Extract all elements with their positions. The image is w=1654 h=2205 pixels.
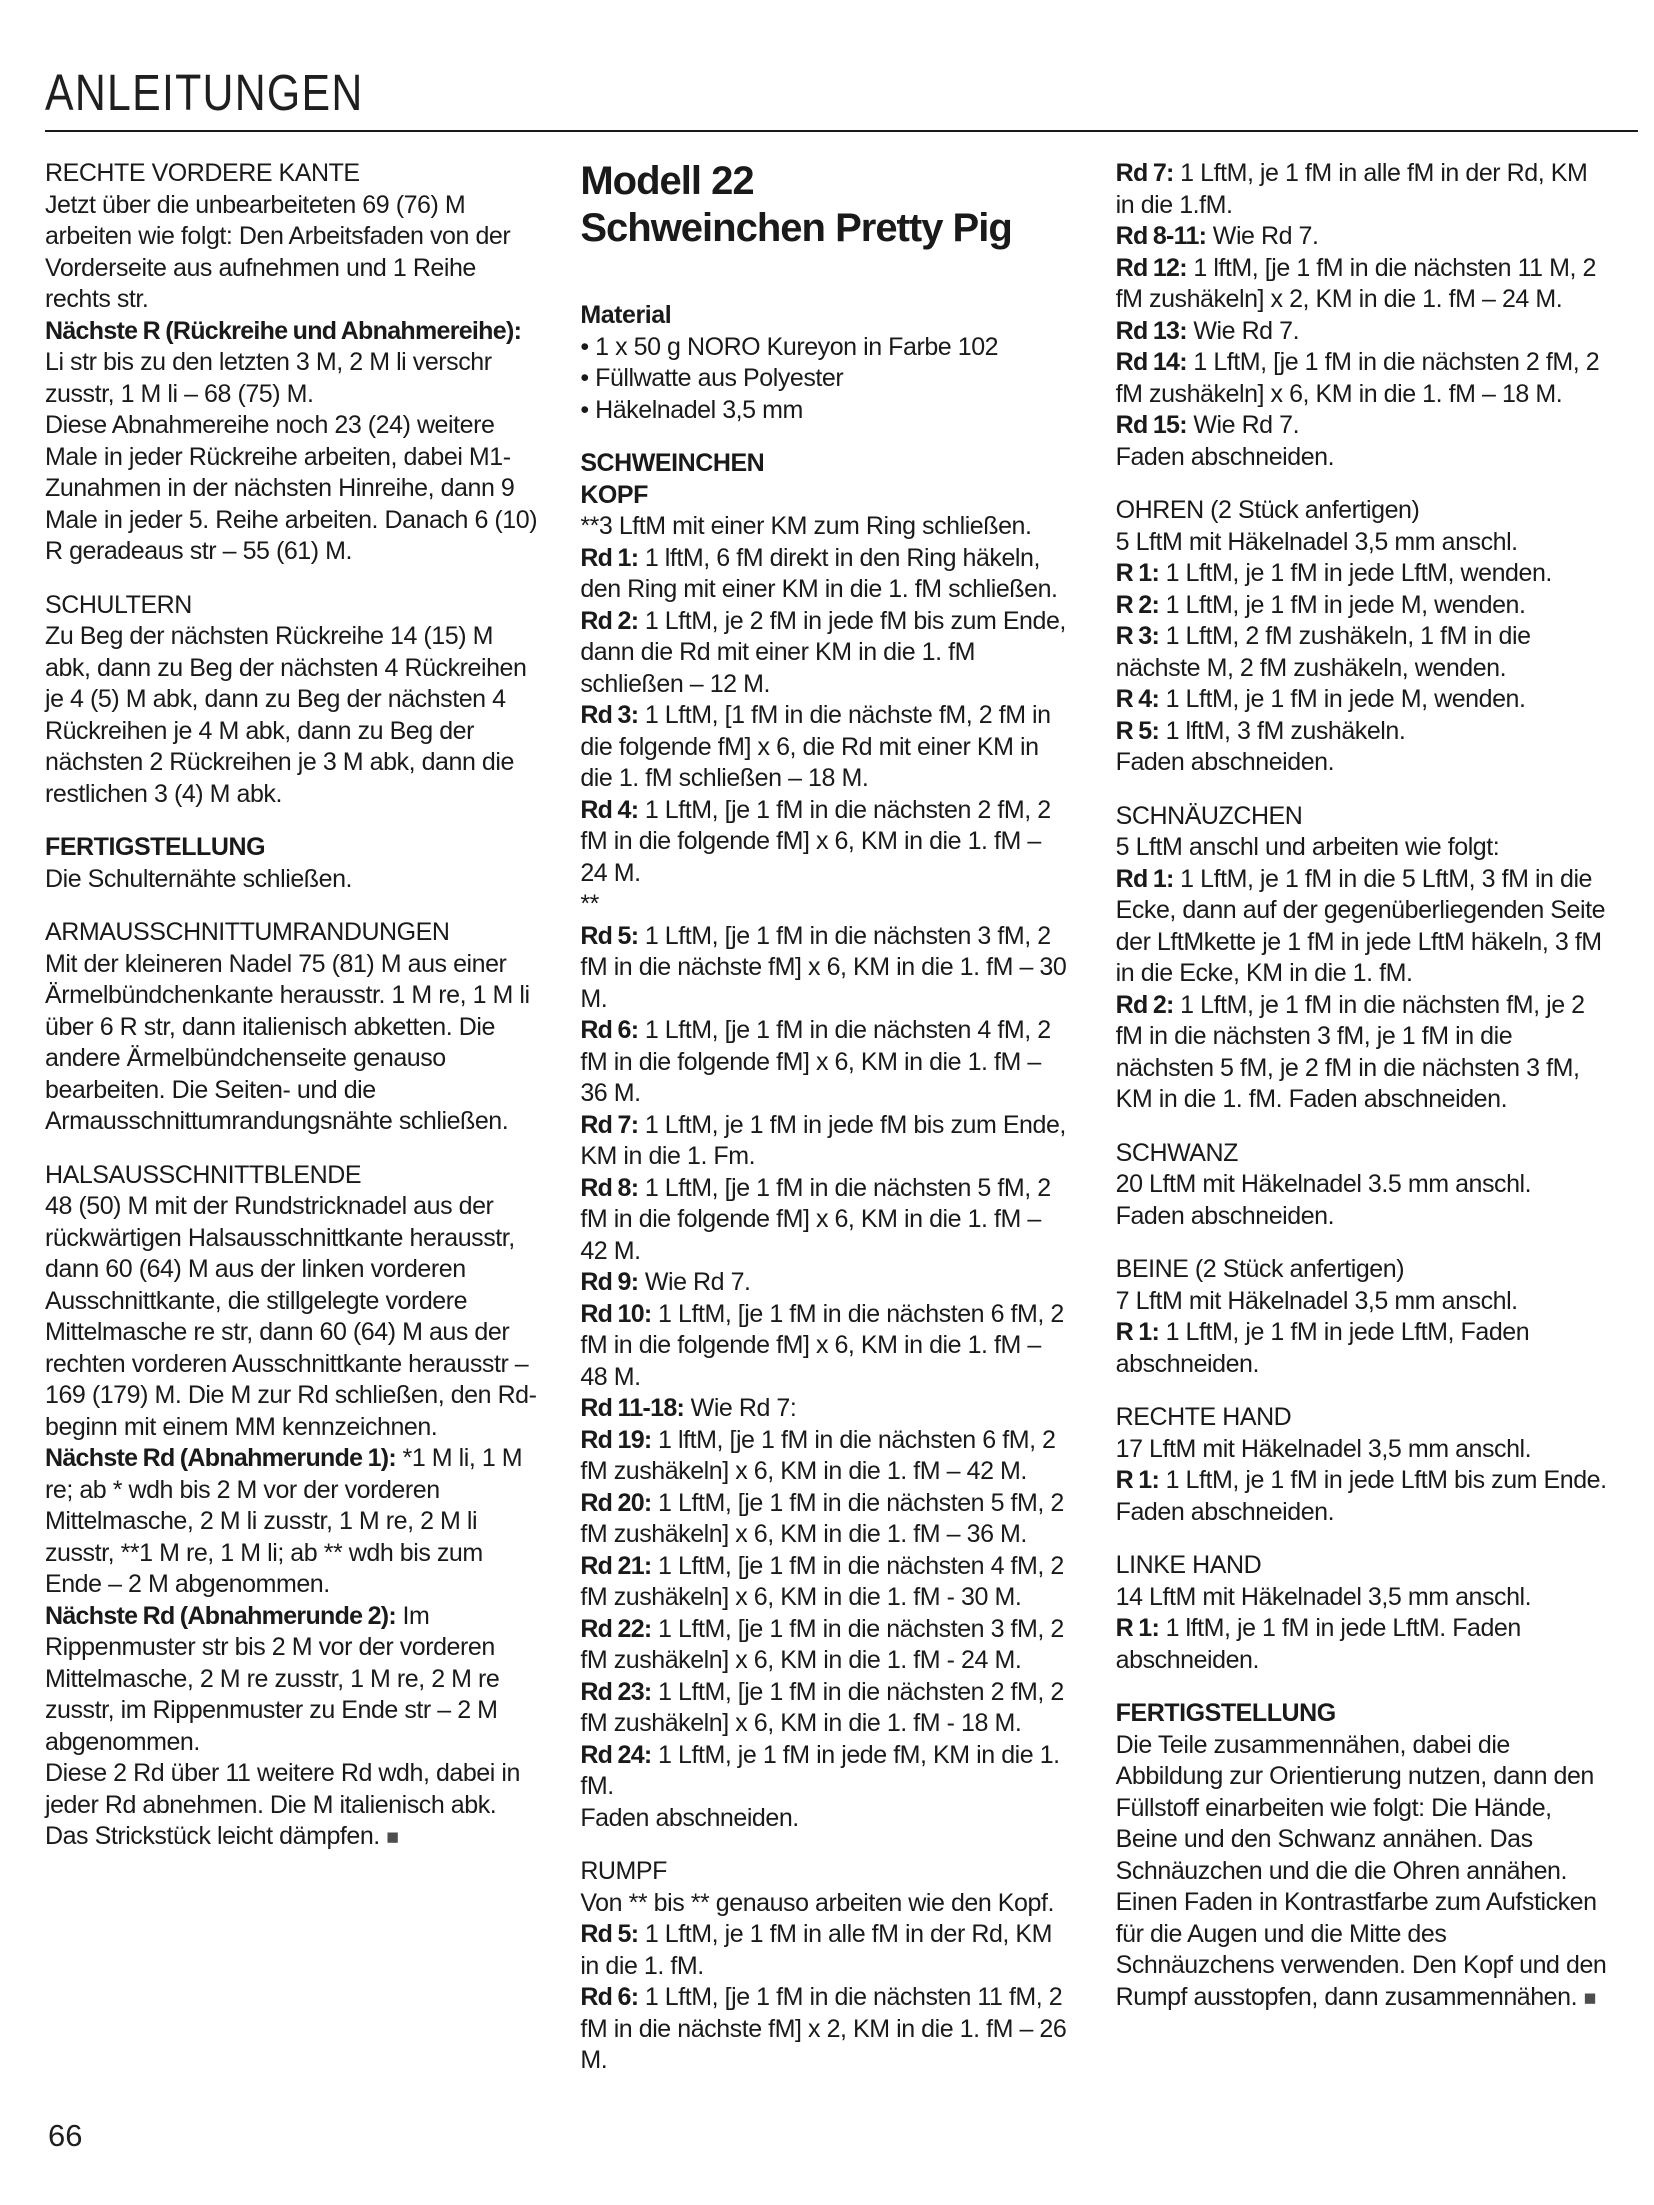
bold-run: Rd 6: xyxy=(580,1983,639,2011)
text-run: Im Rippenmuster str bis 2 M vor der vorderen Mittelmasche, 2 M re zusstr, 1 M re, 2 M re zusstr, im Rippenmuster zu Ende str – 2 M abgenommen. xyxy=(45,1601,500,1756)
text-run: 1 LftM, je 2 fM in jede fM bis zum Ende, dann die Rd mit einer KM in die 1. fM schließen – 12 M. xyxy=(580,606,1066,698)
text-run: 1 LftM, [je 1 fM in die nächsten 2 fM, 2 fM in die folgende fM] x 6, KM in die 1. fM – 24 M. xyxy=(580,795,1051,887)
paragraph xyxy=(580,1888,1073,1920)
paragraph xyxy=(45,190,538,316)
paragraph xyxy=(580,1740,1073,1803)
paragraph xyxy=(1116,1730,1609,2015)
text-run: Faden abschneiden. xyxy=(580,1803,799,1832)
text-run: 1 LftM, je 1 fM in jede LftM bis zum Ende. xyxy=(1159,1466,1607,1494)
paragraph xyxy=(580,1393,1073,1425)
paragraph xyxy=(580,889,1073,921)
text-run: 17 LftM mit Häkelnadel 3,5 mm anschl. xyxy=(1115,1434,1532,1463)
paragraph xyxy=(580,700,1073,795)
bold-run: Rd 20: xyxy=(580,1488,652,1517)
section-heading xyxy=(45,1160,538,1192)
section-heading xyxy=(45,158,538,190)
text-run: 5 LftM anschl und arbeiten wie folgt: xyxy=(1115,833,1500,861)
bold-run: R 2: xyxy=(1115,590,1160,619)
bold-run: Rd 22: xyxy=(580,1614,652,1643)
paragraph xyxy=(580,1488,1073,1551)
paragraph xyxy=(1116,1582,1609,1614)
section-heading xyxy=(1116,1138,1609,1170)
bold-run: Rd 15: xyxy=(1115,411,1187,439)
text-run: 1 LftM, 2 fM zushäkeln, 1 fM in die nächste M, 2 fM zushäkeln, wenden. xyxy=(1115,622,1531,682)
text-run: Modell 22 xyxy=(580,159,754,203)
content-columns xyxy=(45,158,1609,2077)
text-run: 1 LftM, je 1 fM in jede fM, KM in die 1. fM. xyxy=(580,1740,1060,1800)
bold-run: Rd 21: xyxy=(580,1551,652,1580)
text-run: **3 LftM mit einer KM zum Ring schließen. xyxy=(580,512,1032,540)
paragraph xyxy=(45,1758,538,1854)
text-run: • 1 x 50 g NORO Kureyon in Farbe 102 xyxy=(580,332,999,361)
column-left xyxy=(45,158,538,2077)
paragraph xyxy=(580,363,1073,395)
text-run: FERTIGSTELLUNG xyxy=(1115,1699,1336,1727)
bold-run: Rd 2: xyxy=(1115,990,1174,1019)
text-run: OHREN (2 Stück anfertigen) xyxy=(1115,496,1420,524)
paragraph xyxy=(1116,1613,1609,1676)
bold-run: Rd 12: xyxy=(1115,253,1187,282)
paragraph xyxy=(45,949,538,1138)
text-run: KOPF xyxy=(580,480,648,509)
text-run: Wie Rd 7. xyxy=(1186,316,1300,345)
text-run: 20 LftM mit Häkelnadel 3.5 mm anschl. xyxy=(1115,1170,1532,1198)
paragraph xyxy=(45,410,538,568)
text-run: HALSAUSSCHNITTBLENDE xyxy=(45,1160,362,1189)
text-run: 1 LftM, je 1 fM in jede M, wenden. xyxy=(1159,590,1526,619)
paragraph xyxy=(580,921,1073,1016)
paragraph xyxy=(1116,442,1609,474)
text-run: 1 LftM, [je 1 fM in die nächsten 5 fM, 2 fM zushäkeln] x 6, KM in die 1. fM – 36 M. xyxy=(580,1488,1064,1548)
paragraph xyxy=(1116,1286,1609,1318)
bold-run: Rd 4: xyxy=(580,795,639,824)
text-run: Faden abschneiden. xyxy=(1115,1497,1335,1526)
paragraph xyxy=(1116,158,1609,221)
bold-run: Rd 8-11: xyxy=(1115,222,1207,250)
paragraph xyxy=(580,1803,1073,1835)
bold-run: R 3: xyxy=(1115,622,1160,650)
text-run: Wie Rd 7: xyxy=(684,1394,797,1422)
paragraph xyxy=(45,1443,538,1601)
text-run: 1 lftM, 3 fM zushäkeln. xyxy=(1159,716,1406,745)
section-heading xyxy=(45,832,538,864)
paragraph xyxy=(580,543,1073,606)
text-run: 1 LftM, je 1 fM in die 5 LftM, 3 fM in die Ecke, dann auf der gegenüberliegenden Seite der LftMkette je 1 fM in jede LftM häkeln, 3 fM in die Ecke, KM in die 1. fM. xyxy=(1115,864,1606,987)
paragraph xyxy=(1116,1169,1609,1201)
bold-run: Rd 11-18: xyxy=(580,1394,685,1422)
text-run: Diese Abnahmereihe noch 23 (24) weitere Male in jeder Rückreihe arbeiten, dabei M1-Zunahmen in der nächsten Hinreihe, dann 9 Male in jeder 5. Reihe arbeiten. Danach 6 (10) R geradeaus str – 55 (61) M. xyxy=(45,411,538,565)
text-run: Mit der kleineren Nadel 75 (81) M aus einer Ärmelbündchenkante herausstr. 1 M re, 1 M li über 6 R str, dann italienisch abketten. Die andere Ärmelbündchenseite genauso bearbeiten. Die Seiten- und die Armausschnittumrandungsnähte schließen. xyxy=(45,949,530,1135)
paragraph xyxy=(580,1551,1073,1614)
bold-run: Rd 2: xyxy=(580,606,639,635)
paragraph xyxy=(1116,832,1609,864)
paragraph xyxy=(45,1601,538,1759)
section-heading xyxy=(45,917,538,949)
text-run: 1 lftM, je 1 fM in jede LftM. Faden abschneiden. xyxy=(1115,1614,1521,1674)
text-run: 1 LftM, [je 1 fM in die nächsten 3 fM, 2 fM in die nächste fM] x 6, KM in die 1. fM – 30 M. xyxy=(580,921,1067,1013)
bold-run: Rd 7: xyxy=(580,1110,639,1139)
bold-run: Rd 3: xyxy=(580,701,639,729)
paragraph xyxy=(580,511,1073,543)
text-run: ** xyxy=(580,890,599,918)
section-heading xyxy=(1116,801,1609,833)
paragraph xyxy=(1116,221,1609,253)
text-run: • Füllwatte aus Polyester xyxy=(580,364,844,392)
section-heading xyxy=(1116,1550,1609,1582)
bold-run: Rd 5: xyxy=(580,1920,639,1948)
paragraph xyxy=(1116,1201,1609,1233)
paragraph xyxy=(580,1919,1073,1982)
text-run: 1 lftM, 6 fM direkt in den Ring häkeln, den Ring mit einer KM in die 1. fM schließen. xyxy=(580,543,1058,603)
text-run: RUMPF xyxy=(580,1857,667,1885)
text-run: RECHTE VORDERE KANTE xyxy=(45,159,360,187)
article-title xyxy=(580,158,1073,252)
text-run: 1 LftM, je 1 fM in die nächsten fM, je 2 fM in die nächsten 3 fM, je 1 fM in die nächsten 5 fM, je 2 fM in die nächsten 3 fM, KM in die 1. fM. Faden abschneiden. xyxy=(1115,990,1585,1113)
paragraph xyxy=(45,864,538,896)
paragraph xyxy=(1116,1465,1609,1497)
text-run: *1 M li, 1 M re; ab * wdh bis 2 M vor der vorderen Mittelmasche, 2 M li zusstr, 1 M re, 2 M li zusstr, **1 M re, 1 M li; ab ** wdh bis zum Ende – 2 M abgenommen. xyxy=(45,1444,523,1598)
paragraph xyxy=(1116,590,1609,622)
bold-run: Rd 24: xyxy=(580,1740,652,1769)
text-run: 1 LftM, [je 1 fM in die nächsten 4 fM, 2 fM zushäkeln] x 6, KM in die 1. fM - 30 M. xyxy=(580,1551,1064,1611)
text-run: Diese 2 Rd über 11 weitere Rd wdh, dabei in jeder Rd abnehmen. Die M italienisch abk. Das Strickstück leicht dämpfen. xyxy=(45,1759,520,1850)
paragraph xyxy=(1116,558,1609,590)
bold-run: Rd 5: xyxy=(580,921,639,950)
text-run: Wie Rd 7. xyxy=(1186,411,1300,439)
text-run: 1 lftM, [je 1 fM in die nächsten 11 M, 2 fM zushäkeln] x 2, KM in die 1. fM – 24 M. xyxy=(1115,253,1596,313)
bold-run: R 1: xyxy=(1115,1318,1160,1346)
text-run: Die Teile zusammennähen, dabei die Abbildung zur Orientierung nutzen, dann den Füllstoff einarbeiten wie folgt: Die Hände, Beine und den Schwanz annähen. Das Schnäuzchen und die die Ohren annähen. Einen Faden in Kontrastfarbe zum Aufsticken für die Augen und die Mitte des Schnäuzchens verwenden. Den Kopf und den Rumpf ausstopfen, dann zusammennähen. xyxy=(1115,1730,1607,2011)
text-run: 1 LftM, [je 1 fM in die nächsten 2 fM, 2 fM zushäkeln] x 6, KM in die 1. fM - 18 M. xyxy=(580,1677,1064,1737)
bold-run: Rd 19: xyxy=(580,1425,652,1454)
bold-run: Rd 23: xyxy=(580,1677,652,1706)
paragraph xyxy=(1116,1497,1609,1529)
text-run: Wie Rd 7. xyxy=(1206,222,1319,250)
text-run: 1 LftM, [je 1 fM in die nächsten 11 fM, 2 fM in die nächste fM] x 2, KM in die 1. fM – 26 M. xyxy=(580,1983,1067,2074)
text-run: Schweinchen Pretty Pig xyxy=(580,206,1012,250)
paragraph xyxy=(1116,1434,1609,1466)
bold-run: Nächste R (Rückreihe und Abnahmereihe): xyxy=(45,316,522,345)
paragraph xyxy=(1116,316,1609,348)
paragraph xyxy=(1116,716,1609,748)
bold-run: Rd 10: xyxy=(580,1299,652,1328)
text-run: SCHWEINCHEN xyxy=(580,449,765,477)
text-run: BEINE (2 Stück anfertigen) xyxy=(1115,1255,1405,1283)
text-run: RECHTE HAND xyxy=(1115,1403,1292,1431)
paragraph xyxy=(580,332,1073,364)
paragraph xyxy=(580,1677,1073,1740)
text-run: 1 LftM, [1 fM in die nächste fM, 2 fM in die folgende fM] x 6, die Rd mit einer KM in die 1. fM schließen – 18 M. xyxy=(580,701,1051,792)
paragraph xyxy=(1116,347,1609,410)
paragraph xyxy=(1116,621,1609,684)
bold-run: R 5: xyxy=(1115,716,1160,745)
bold-run: R 1: xyxy=(1115,1466,1160,1494)
paragraph xyxy=(1116,253,1609,316)
text-run: SCHWANZ xyxy=(1115,1138,1238,1167)
paragraph xyxy=(580,1299,1073,1394)
paragraph xyxy=(580,606,1073,701)
column-center xyxy=(580,158,1073,2077)
text-run: 1 LftM, je 1 fM in jede LftM, Faden abschneiden. xyxy=(1115,1318,1530,1378)
text-run: SCHNÄUZCHEN xyxy=(1115,801,1303,830)
text-run: Li str bis zu den letzten 3 M, 2 M li verschr zusstr, 1 M li – 68 (75) M. xyxy=(45,348,492,408)
page-header xyxy=(45,0,1638,132)
paragraph xyxy=(580,1614,1073,1677)
text-run: 1 LftM, je 1 fM in jede M, wenden. xyxy=(1159,685,1526,713)
bold-run: Rd 9: xyxy=(580,1268,639,1296)
text-run: Material xyxy=(580,301,672,329)
text-run: 48 (50) M mit der Rundstricknadel aus der rückwärtigen Halsausschnittkante herausstr, dann 60 (64) M aus der linken vorderen Ausschnittkante, die stillgelegte vordere Mittelmasche re str, dann 60 (64) M aus der rechten vorderen Ausschnittkante herausstr – 169 (179) M. Die M zur Rd schließen, den Rd-beginn mit einem MM kennzeichnen. xyxy=(45,1192,537,1441)
bold-run: Rd 1: xyxy=(1115,864,1174,893)
section-heading xyxy=(45,590,538,622)
text-run: 1 lftM, [je 1 fM in die nächsten 6 fM, 2 fM zushäkeln] x 6, KM in die 1. fM – 42 M. xyxy=(580,1425,1056,1485)
text-run: 5 LftM mit Häkelnadel 3,5 mm anschl. xyxy=(1115,527,1518,556)
section-heading xyxy=(580,1856,1073,1888)
paragraph xyxy=(1116,864,1609,990)
bold-run: Rd 13: xyxy=(1115,316,1187,345)
page-number: 66 xyxy=(48,2118,83,2153)
section-heading xyxy=(580,448,1073,480)
paragraph xyxy=(580,1267,1073,1299)
text-run: Faden abschneiden. xyxy=(1115,442,1335,471)
bold-run: Rd 1: xyxy=(580,543,639,572)
text-run: Jetzt über die unbearbeiteten 69 (76) M arbeiten wie folgt: Den Arbeitsfaden von der Vorderseite aus aufnehmen und 1 Reihe rechts str. xyxy=(45,190,511,313)
text-run: ARMAUSSCHNITTUMRANDUNGEN xyxy=(45,918,450,946)
section-heading xyxy=(1116,495,1609,527)
text-run: Faden abschneiden. xyxy=(1115,1201,1335,1230)
text-run: 1 LftM, [je 1 fM in die nächsten 4 fM, 2 fM in die folgende fM] x 6, KM in die 1. fM – 36 M. xyxy=(580,1016,1051,1107)
text-run: 1 LftM, [je 1 fM in die nächsten 5 fM, 2 fM in die folgende fM] x 6, KM in die 1. fM – 42 M. xyxy=(580,1173,1051,1265)
text-run: 1 LftM, [je 1 fM in die nächsten 2 fM, 2 fM zushäkeln] x 6, KM in die 1. fM – 18 M. xyxy=(1115,348,1600,408)
paragraph xyxy=(580,1425,1073,1488)
text-run: Von ** bis ** genauso arbeiten wie den Kopf. xyxy=(580,1888,1054,1917)
text-run: 1 LftM, je 1 fM in jede fM bis zum Ende, KM in die 1. Fm. xyxy=(580,1110,1066,1170)
paragraph xyxy=(1116,684,1609,716)
bold-run: R 1: xyxy=(1115,1614,1160,1642)
bold-run: R 4: xyxy=(1115,685,1160,713)
text-run: LINKE HAND xyxy=(1115,1551,1262,1579)
paragraph xyxy=(1116,747,1609,779)
page-title: ANLEITUNGEN xyxy=(45,64,364,121)
bold-run: R 1: xyxy=(1115,559,1160,587)
column-right xyxy=(1116,158,1609,2077)
text-run: 1 LftM, je 1 fM in alle fM in der Rd, KM in die 1.fM. xyxy=(1115,159,1588,219)
section-heading xyxy=(1116,1402,1609,1434)
bold-run: Rd 7: xyxy=(1115,159,1174,187)
section-heading xyxy=(1116,1698,1609,1730)
paragraph xyxy=(580,1173,1073,1268)
text-run: 1 LftM, [je 1 fM in die nächsten 6 fM, 2 fM in die folgende fM] x 6, KM in die 1. fM – 48 M. xyxy=(580,1299,1064,1391)
text-run: 14 LftM mit Häkelnadel 3,5 mm anschl. xyxy=(1115,1582,1532,1611)
bold-run: Nächste Rd (Abnahmerunde 1): xyxy=(45,1444,397,1472)
text-run: • Häkelnadel 3,5 mm xyxy=(580,395,803,424)
text-run: SCHULTERN xyxy=(45,590,192,619)
paragraph xyxy=(1116,1317,1609,1380)
paragraph xyxy=(1116,990,1609,1116)
paragraph xyxy=(580,1015,1073,1110)
paragraph xyxy=(1116,527,1609,559)
text-run: Die Schulternähte schließen. xyxy=(45,864,353,893)
text-run: 1 LftM, je 1 fM in jede LftM, wenden. xyxy=(1159,559,1552,587)
text-run: FERTIGSTELLUNG xyxy=(45,833,266,861)
paragraph xyxy=(45,621,538,810)
paragraph xyxy=(580,1110,1073,1173)
text-run: Zu Beg der nächsten Rückreihe 14 (15) M abk, dann zu Beg der nächsten 4 Rückreihen je 4 (5) M abk, dann zu Beg der nächsten 4 Rückreihen je 4 M abk, dann zu Beg der nächsten 2 Rückreihen je 3 M abk, dann die restlichen 3 (4) M abk. xyxy=(45,622,527,808)
bold-run: Rd 14: xyxy=(1115,348,1187,376)
paragraph xyxy=(580,395,1073,427)
bold-run: Rd 8: xyxy=(580,1173,639,1202)
text-run: Faden abschneiden. xyxy=(1115,748,1335,776)
end-marker-icon: ■ xyxy=(386,1825,399,1849)
paragraph xyxy=(45,316,538,411)
paragraph xyxy=(580,1982,1073,2077)
section-heading xyxy=(580,480,1073,512)
paragraph xyxy=(580,795,1073,890)
text-run: 7 LftM mit Häkelnadel 3,5 mm anschl. xyxy=(1115,1286,1518,1315)
text-run: Wie Rd 7. xyxy=(638,1268,751,1296)
section-heading xyxy=(1116,1254,1609,1286)
bold-run: Rd 6: xyxy=(580,1016,639,1044)
section-heading xyxy=(580,300,1073,332)
paragraph xyxy=(45,1191,538,1443)
text-run: 1 LftM, je 1 fM in alle fM in der Rd, KM in die 1. fM. xyxy=(580,1920,1052,1980)
paragraph xyxy=(1116,410,1609,442)
bold-run: Nächste Rd (Abnahmerunde 2): xyxy=(45,1601,397,1630)
text-run: 1 LftM, [je 1 fM in die nächsten 3 fM, 2 fM zushäkeln] x 6, KM in die 1. fM - 24 M. xyxy=(580,1614,1064,1674)
end-marker-icon: ■ xyxy=(1583,1985,1596,2010)
